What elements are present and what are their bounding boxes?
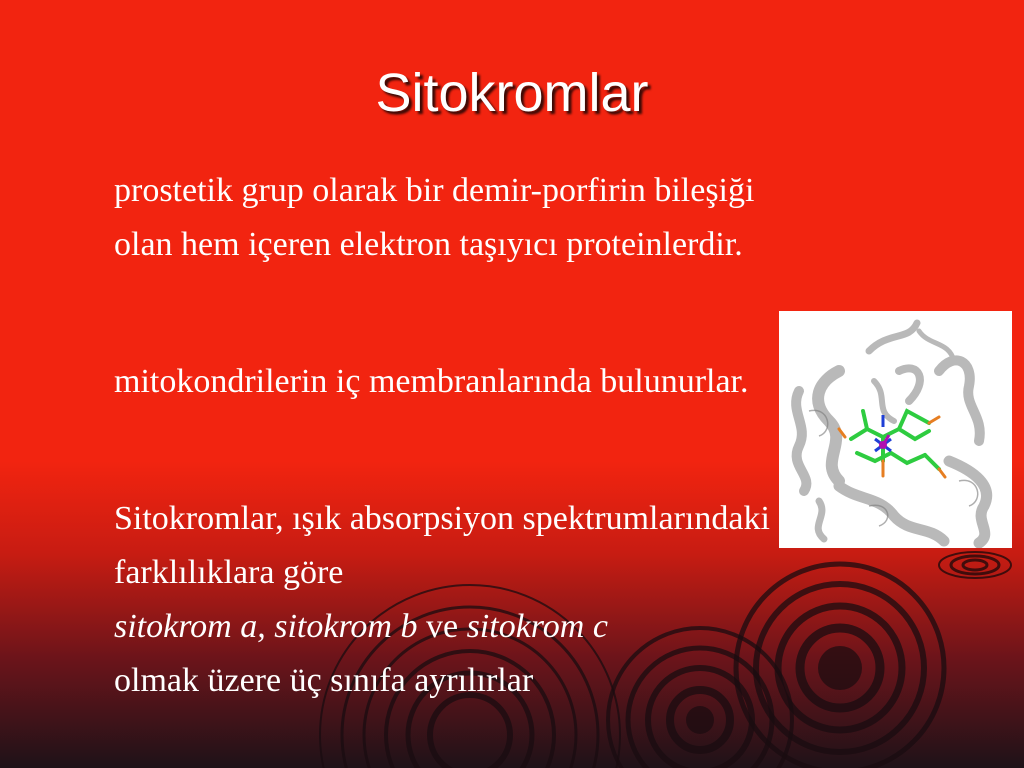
classification-types-ab: sitokrom a, sitokrom b [114, 608, 418, 645]
slide-title: Sitokromlar [375, 63, 649, 123]
classification-ending: olmak üzere üç sınıfa ayrılırlar [114, 662, 534, 699]
classification-intro: Sitokromlar, ışık absorpsiyon spektrumlarındaki farklılıklara göre [114, 500, 770, 591]
paragraph-classification [114, 492, 794, 708]
protein-structure-image [779, 311, 1012, 548]
classification-connector: ve [417, 608, 467, 645]
classification-type-c: sitokrom c [466, 608, 608, 645]
paragraph-definition: prostetik grup olarak bir demir-porfirin bileşiği olan hem içeren elektron taşıyıcı proteinlerdir. [114, 172, 755, 263]
paragraph-location: mitokondrilerin iç membranlarında bulunurlar. [114, 363, 749, 400]
